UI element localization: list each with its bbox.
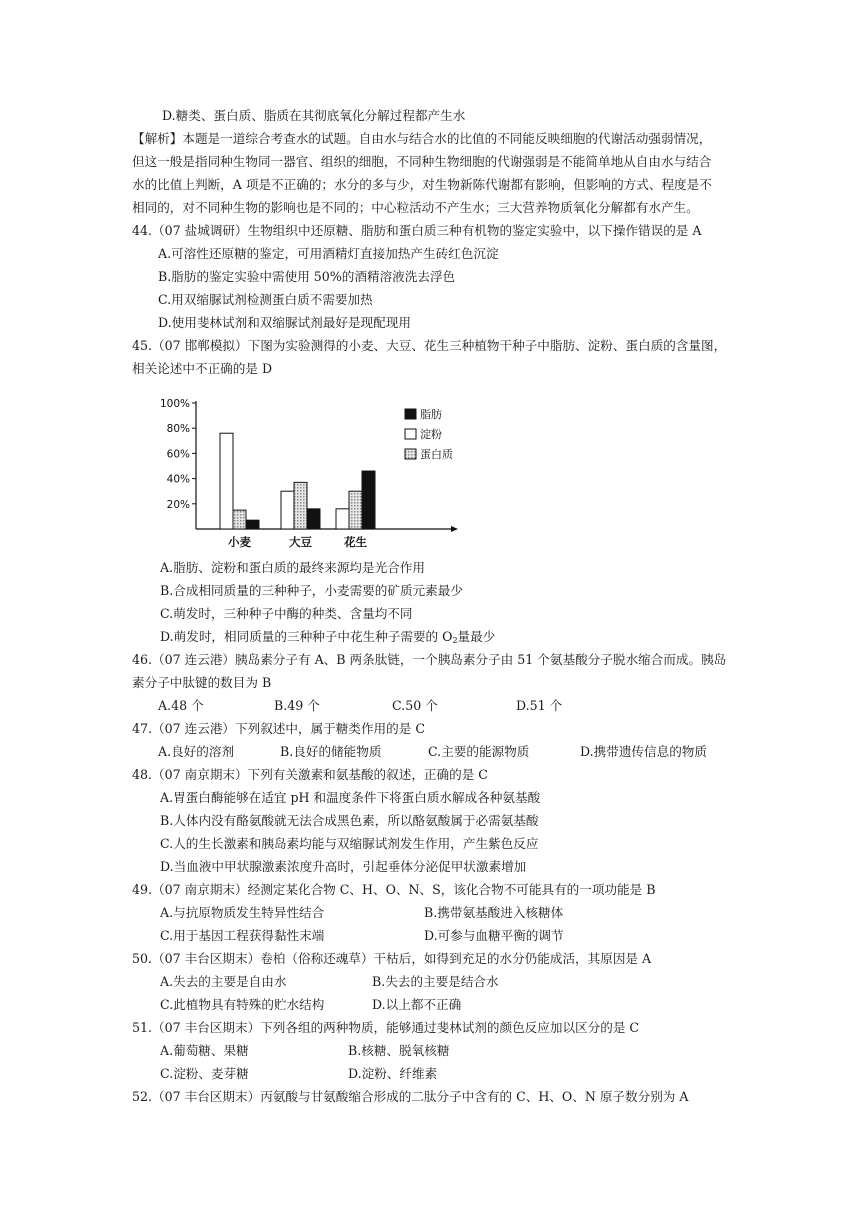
y-tick-label: 60%: [166, 448, 190, 461]
x-category-label: 大豆: [289, 535, 312, 549]
question-45-cont: 相关论述中不正确的是 D: [132, 361, 273, 376]
oxygen-subscript: 2: [452, 636, 458, 645]
legend-swatch-脂肪: [405, 409, 416, 419]
bar-淀粉-大豆: [281, 491, 294, 529]
y-tick-label: 100%: [159, 398, 190, 410]
option-49-a: A.与抗原物质发生特异性结合: [160, 905, 325, 920]
x-axis-arrow: [451, 526, 458, 532]
option-50-d: D.以上都不正确: [372, 997, 462, 1012]
option-47-a: A.良好的溶剂: [158, 744, 235, 759]
option-44-a: A.可溶性还原糖的鉴定，可用酒精灯直接加热产生砖红色沉淀: [158, 246, 499, 261]
question-44: 44.（07 盐城调研）生物组织中还原糖、脂肪和蛋白质三种有机物的鉴定实验中，以下操作错误的是 A: [132, 223, 702, 238]
question-46-cont: 素分子中肽键的数目为 B: [132, 675, 272, 690]
analysis-line-1: 【解析】本题是一道综合考查水的试题。自由水与结合水的比值的不同能反映细胞的代谢活动强弱情况，: [132, 131, 712, 146]
analysis-line-2: 但这一般是指同种生物同一器官、组织的细胞，不同种生物细胞的代谢强弱是不能简单地从自由水与结合: [132, 154, 712, 169]
question-52: 52.（07 丰台区期末）丙氨酸与甘氨酸缩合形成的二肽分子中含有的 C、H、O、N 原子数分别为 A: [132, 1089, 689, 1104]
option-44-c: C.用双缩脲试剂检测蛋白质不需要加热: [158, 292, 373, 307]
question-49: 49.（07 南京期末）经测定某化合物 C、H、O、N、S，该化合物不可能具有的一项功能是 B: [132, 882, 656, 897]
question-50: 50.（07 丰台区期末）卷柏（俗称还魂草）干枯后，如得到充足的水分仍能成活，其原因是 A: [132, 951, 652, 966]
x-category-label: 花生: [344, 535, 367, 549]
question-47: 47.（07 连云港）下列叙述中，属于糖类作用的是 C: [132, 721, 425, 736]
option-46-a: A.48 个: [158, 698, 204, 713]
option-49-c: C.用于基因工程获得黏性末端: [160, 928, 325, 943]
nutrient-content-bar-chart: [150, 388, 470, 553]
option-43-d: D.糖类、蛋白质、脂质在其彻底氧化分解过程都产生水: [162, 108, 466, 123]
option-45-d-text: D.萌发时，相同质量的三种种子中花生种子需要的 O: [160, 629, 453, 644]
option-45-b: B.合成相同质量的三种种子，小麦需要的矿质元素最少: [160, 583, 463, 598]
question-45: 45.（07 邯郸模拟）下图为实验测得的小麦、大豆、花生三种植物干种子中脂肪、淀粉、蛋白质的含量图，: [132, 338, 727, 353]
option-45-c: C.萌发时，三种种子中酶的种类、含量均不同: [160, 606, 413, 621]
bar-淀粉-花生: [336, 509, 349, 529]
option-46-b: B.49 个: [274, 698, 320, 713]
option-47-c: C.主要的能源物质: [428, 744, 530, 759]
option-48-d: D.当血液中甲状腺激素浓度升高时，引起垂体分泌促甲状激素增加: [160, 859, 527, 874]
option-50-a: A.失去的主要是自由水: [160, 974, 287, 989]
option-47-d: D.携带遗传信息的物质: [580, 744, 707, 759]
question-51: 51.（07 丰台区期末）下列各组的两种物质，能够通过斐林试剂的颜色反应加以区分的是 C: [132, 1020, 640, 1035]
legend-swatch-淀粉: [405, 429, 416, 439]
bar-脂肪-花生: [362, 471, 375, 529]
legend-label: 脂肪: [420, 408, 442, 421]
option-51-b: B.核糖、脱氧核糖: [348, 1043, 450, 1058]
option-51-a: A.葡萄糖、果糖: [160, 1043, 249, 1058]
option-51-d: D.淀粉、纤维素: [348, 1066, 438, 1081]
y-tick-label: 20%: [166, 498, 190, 511]
option-45-d: [160, 629, 495, 649]
bar-淀粉-小麦: [220, 433, 233, 529]
option-48-c: C.人的生长激素和胰岛素均能与双缩脲试剂发生作用，产生紫色反应: [160, 836, 539, 851]
option-45-d-tail: 量最少: [457, 629, 496, 644]
legend-label: 淀粉: [420, 428, 442, 441]
option-46-c: C.50 个: [392, 698, 438, 713]
legend-swatch-蛋白质: [405, 449, 416, 459]
option-46-d: D.51 个: [516, 698, 563, 713]
question-46: 46.（07 连云港）胰岛素分子有 A、B 两条肽链，一个胰岛素分子由 51 个氨基酸分子脱水缩合而成。胰岛: [132, 652, 727, 667]
option-50-b: B.失去的主要是结合水: [372, 974, 499, 989]
analysis-line-3: 水的比值上判断，A 项是不正确的；水分的多与少，对生物新陈代谢都有影响，但影响的方式、程度是不: [132, 177, 712, 192]
option-51-c: C.淀粉、麦芽糖: [160, 1066, 249, 1081]
legend-label: 蛋白质: [420, 448, 453, 461]
analysis-line-4: 相同的，对不同种生物的影响也是不同的；中心粒活动不产生水；三大营养物质氧化分解都有水产生。: [132, 200, 699, 215]
option-49-d: D.可参与血糖平衡的调节: [424, 928, 564, 943]
option-45-a: A.脂肪、淀粉和蛋白质的最终来源均是光合作用: [160, 560, 425, 575]
option-49-b: B.携带氨基酸进入核糖体: [424, 905, 564, 920]
y-tick-label: 40%: [166, 473, 190, 486]
option-44-b: B.脂肪的鉴定实验中需使用 50%的酒精溶液洗去浮色: [158, 269, 456, 284]
bar-蛋白质-小麦: [233, 510, 246, 529]
option-48-a: A.胃蛋白酶能够在适宜 pH 和温度条件下将蛋白质水解成各种氨基酸: [160, 790, 541, 805]
option-44-d: D.使用斐林试剂和双缩脲试剂最好是现配现用: [158, 315, 411, 330]
bar-脂肪-大豆: [307, 509, 320, 529]
option-48-b: B.人体内没有酪氨酸就无法合成黑色素，所以酪氨酸属于必需氨基酸: [160, 813, 539, 828]
bar-脂肪-小麦: [246, 520, 259, 529]
y-tick-label: 80%: [166, 423, 190, 436]
question-48: 48.（07 南京期末）下列有关激素和氨基酸的叙述，正确的是 C: [132, 767, 488, 782]
bar-蛋白质-大豆: [294, 482, 307, 529]
bar-蛋白质-花生: [349, 491, 362, 529]
option-47-b: B.良好的储能物质: [280, 744, 382, 759]
option-50-c: C.此植物具有特殊的贮水结构: [160, 997, 325, 1012]
x-category-label: 小麦: [228, 535, 251, 549]
